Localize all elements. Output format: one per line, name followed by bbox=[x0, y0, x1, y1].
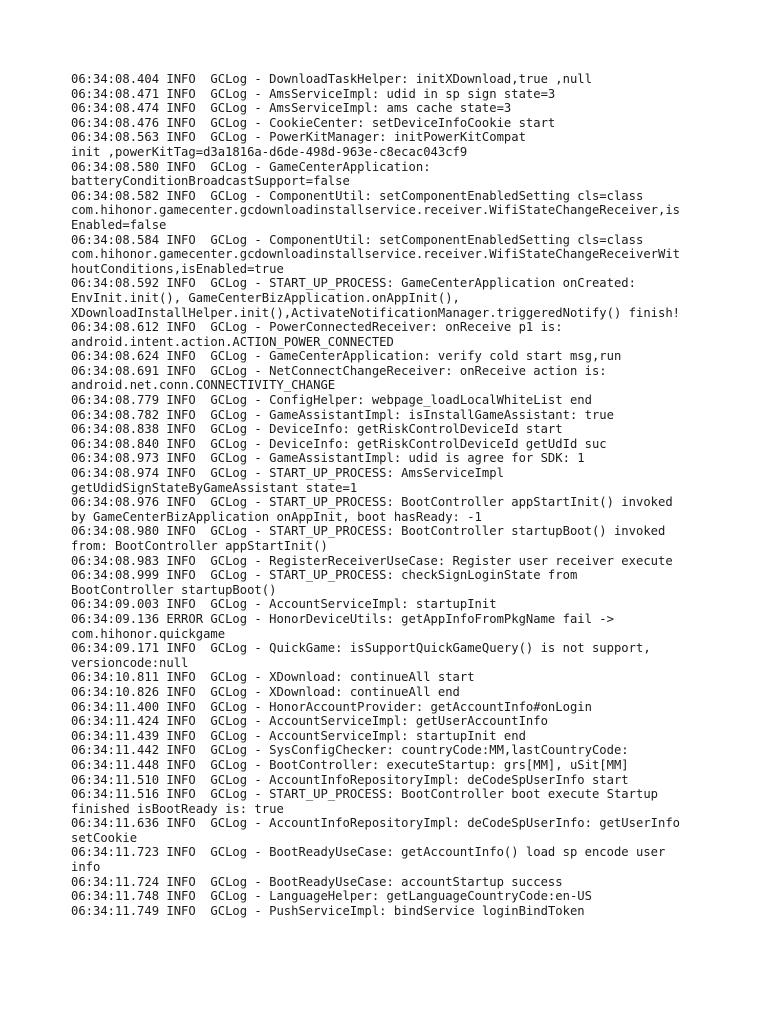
log-line: by GameCenterBizApplication onAppInit, boot hasReady: -1 bbox=[71, 509, 482, 524]
log-line: from: BootController appStartInit() bbox=[71, 539, 328, 553]
log-line: 06:34:09.171 INFO GCLog - QuickGame: isSupportQuickGameQuery() is not support, bbox=[71, 641, 651, 656]
log-line: 06:34:09.136 ERROR GCLog - HonorDeviceUtils: getAppInfoFromPkgName fail -> bbox=[71, 611, 614, 626]
log-line: 06:34:08.976 INFO GCLog - START_UP_PROCESS: BootController appStartInit() invoked bbox=[71, 495, 673, 510]
log-line: 06:34:11.723 INFO GCLog - BootReadyUseCase: getAccountInfo() load sp encode user bbox=[71, 845, 666, 860]
log-line: 06:34:08.612 INFO GCLog - PowerConnectedReceiver: onReceive p1 is: bbox=[71, 320, 563, 335]
log-line: 06:34:08.983 INFO GCLog - RegisterReceiverUseCase: Register user receiver execute bbox=[71, 553, 673, 568]
log-line: 06:34:08.691 INFO GCLog - NetConnectChangeReceiver: onReceive action is: bbox=[71, 363, 607, 378]
log-line: houtConditions,isEnabled=true bbox=[71, 261, 284, 276]
log-line: BootController startupBoot() bbox=[71, 582, 277, 597]
log-line: com.hihonor.gamecenter.gcdownloadinstallservice.receiver.WifiStateChangeReceiverWit bbox=[71, 247, 681, 262]
log-line: finished isBootReady is: true bbox=[71, 801, 284, 816]
log-line: getUdidSignStateByGameAssistant state=1 bbox=[71, 480, 358, 495]
log-line: 06:34:11.636 INFO GCLog - AccountInfoRepositoryImpl: deCodeSpUserInfo: getUserInfo bbox=[71, 816, 681, 831]
log-line: 06:34:08.782 INFO GCLog - GameAssistantImpl: isInstallGameAssistant: true bbox=[71, 407, 614, 422]
log-line: 06:34:08.404 INFO GCLog - DownloadTaskHelper: initXDownload,true ,null bbox=[71, 72, 592, 86]
log-line: 06:34:10.811 INFO GCLog - XDownload: continueAll start bbox=[71, 670, 475, 685]
log-line: android.intent.action.ACTION_POWER_CONNECTED bbox=[71, 334, 394, 349]
log-line: 06:34:11.424 INFO GCLog - AccountServiceImpl: getUserAccountInfo bbox=[71, 714, 548, 729]
log-line: com.hihonor.gamecenter.gcdownloadinstallservice.receiver.WifiStateChangeReceiver,is bbox=[71, 203, 681, 218]
log-line: 06:34:08.584 INFO GCLog - ComponentUtil: setComponentEnabledSetting cls=class bbox=[71, 232, 644, 247]
log-line: versioncode:null bbox=[71, 655, 189, 670]
log-line: 06:34:08.471 INFO GCLog - AmsServiceImpl: udid in sp sign state=3 bbox=[71, 86, 556, 101]
log-line: 06:34:08.840 INFO GCLog - DeviceInfo: getRiskControlDeviceId getUdId suc bbox=[71, 436, 607, 451]
log-line: 06:34:11.749 INFO GCLog - PushServiceImpl: bindService loginBindToken bbox=[71, 903, 585, 918]
log-line: 06:34:08.582 INFO GCLog - ComponentUtil: setComponentEnabledSetting cls=class bbox=[71, 188, 644, 203]
log-line: XDownloadInstallHelper.init(),ActivateNotificationManager.triggeredNotify() finish! bbox=[71, 305, 681, 320]
log-line: 06:34:11.448 INFO GCLog - BootController: executeStartup: grs[MM], uSit[MM] bbox=[71, 757, 629, 772]
log-line: 06:34:08.474 INFO GCLog - AmsServiceImpl: ams cache state=3 bbox=[71, 101, 512, 116]
log-line: 06:34:08.779 INFO GCLog - ConfigHelper: webpage_loadLocalWhiteList end bbox=[71, 393, 592, 408]
log-line: android.net.conn.CONNECTIVITY_CHANGE bbox=[71, 378, 336, 393]
log-line: setCookie bbox=[71, 830, 138, 845]
log-line: 06:34:11.439 INFO GCLog - AccountServiceImpl: startupInit end bbox=[71, 728, 526, 743]
log-line: info bbox=[71, 860, 101, 875]
log-line: 06:34:08.974 INFO GCLog - START_UP_PROCESS: AmsServiceImpl bbox=[71, 466, 504, 481]
log-line: 06:34:11.748 INFO GCLog - LanguageHelper: getLanguageCountryCode:en-US bbox=[71, 889, 592, 904]
log-line: Enabled=false bbox=[71, 217, 167, 232]
log-line: 06:34:10.826 INFO GCLog - XDownload: continueAll end bbox=[71, 684, 460, 699]
log-line: 06:34:11.516 INFO GCLog - START_UP_PROCESS: BootController boot execute Startup bbox=[71, 787, 658, 802]
log-line: 06:34:08.580 INFO GCLog - GameCenterApplication: bbox=[71, 159, 431, 174]
log-line: 06:34:11.510 INFO GCLog - AccountInfoRepositoryImpl: deCodeSpUserInfo start bbox=[71, 772, 629, 787]
log-line: 06:34:08.973 INFO GCLog - GameAssistantImpl: udid is agree for SDK: 1 bbox=[71, 451, 585, 466]
log-line: init ,powerKitTag=d3a1816a-d6de-498d-963e-c8ecac043cf9 bbox=[71, 144, 468, 159]
log-line: 06:34:08.838 INFO GCLog - DeviceInfo: getRiskControlDeviceId start bbox=[71, 422, 563, 437]
log-line: 06:34:08.624 INFO GCLog - GameCenterApplication: verify cold start msg,run bbox=[71, 349, 622, 364]
log-line: com.hihonor.quickgame bbox=[71, 626, 226, 641]
log-line: 06:34:08.980 INFO GCLog - START_UP_PROCESS: BootController startupBoot() invoked bbox=[71, 524, 666, 539]
log-line: 06:34:08.476 INFO GCLog - CookieCenter: setDeviceInfoCookie start bbox=[71, 115, 556, 130]
log-line: 06:34:09.003 INFO GCLog - AccountServiceImpl: startupInit bbox=[71, 597, 497, 612]
log-line: 06:34:08.563 INFO GCLog - PowerKitManager: initPowerKitCompat bbox=[71, 130, 526, 145]
log-text bbox=[71, 72, 711, 918]
log-line: 06:34:11.724 INFO GCLog - BootReadyUseCase: accountStartup success bbox=[71, 874, 563, 889]
log-line: EnvInit.init(), GameCenterBizApplication.onAppInit(), bbox=[71, 290, 460, 305]
log-line: 06:34:11.400 INFO GCLog - HonorAccountProvider: getAccountInfo#onLogin bbox=[71, 699, 592, 714]
log-line: 06:34:08.999 INFO GCLog - START_UP_PROCESS: checkSignLoginState from bbox=[71, 568, 578, 583]
log-line: batteryConditionBroadcastSupport=false bbox=[71, 174, 350, 189]
log-line: 06:34:11.442 INFO GCLog - SysConfigChecker: countryCode:MM,lastCountryCode: bbox=[71, 743, 629, 758]
log-line: 06:34:08.592 INFO GCLog - START_UP_PROCESS: GameCenterApplication onCreated: bbox=[71, 276, 636, 291]
